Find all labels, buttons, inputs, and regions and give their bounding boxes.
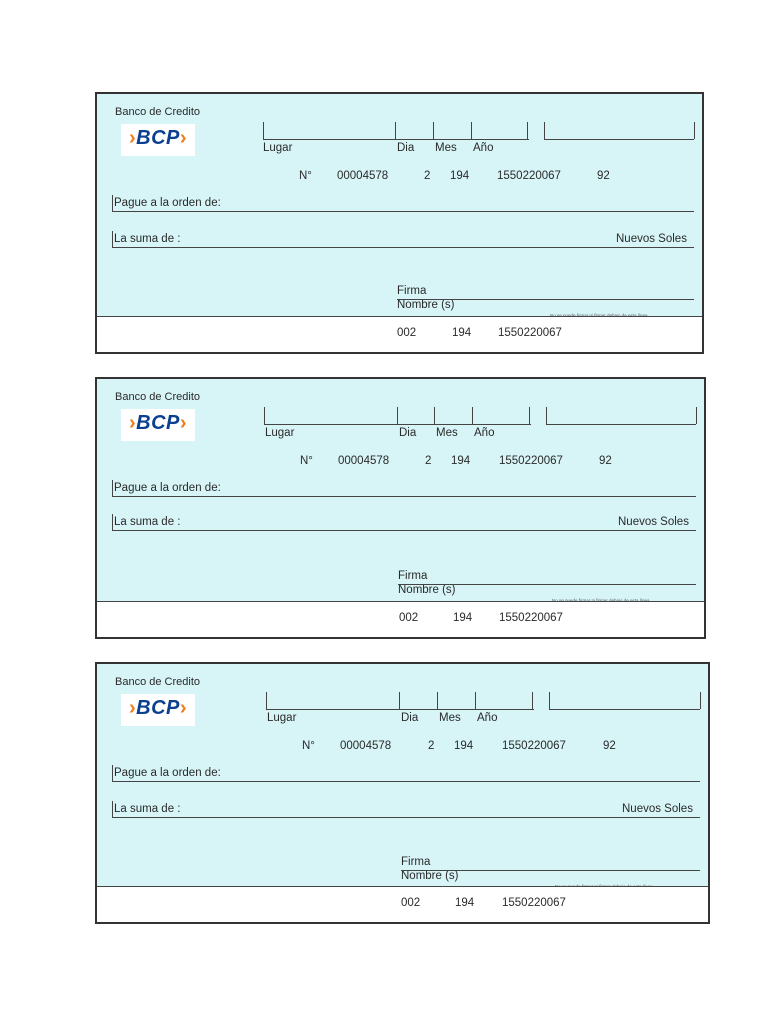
micr-bank-code: 002 — [401, 897, 421, 909]
bank-name: Banco de Credito — [115, 676, 200, 688]
micr-branch: 194 — [455, 897, 475, 909]
logo-text: BCP — [136, 697, 180, 719]
bank-name: Banco de Credito — [115, 391, 200, 403]
firma-label: Firma — [397, 285, 427, 297]
micr-band — [97, 886, 708, 922]
suma-label: La suma de : — [114, 803, 181, 815]
moneda-label: Nuevos Soles — [622, 803, 693, 815]
numero-label: N° — [300, 455, 313, 467]
firma-label: Firma — [398, 570, 428, 582]
micr-bank-code: 002 — [397, 327, 417, 339]
lugar-label: Lugar — [267, 712, 297, 724]
dia-label: Dia — [399, 427, 417, 439]
serial-check-digit: 92 — [603, 740, 616, 752]
dia-label: Dia — [397, 142, 415, 154]
bank-name: Banco de Credito — [115, 106, 200, 118]
mes-label: Mes — [436, 427, 458, 439]
micr-band — [97, 316, 702, 352]
suma-label: La suma de : — [114, 233, 181, 245]
serial-branch: 194 — [454, 740, 474, 752]
micr-account: 1550220067 — [502, 897, 566, 909]
micr-account: 1550220067 — [498, 327, 562, 339]
check-2 — [95, 377, 706, 639]
serial-branch: 194 — [451, 455, 471, 467]
moneda-label: Nuevos Soles — [616, 233, 687, 245]
micr-band — [97, 601, 704, 637]
pague-label: Pague a la orden de: — [114, 767, 221, 779]
bcp-logo: ›BCP› — [121, 409, 195, 441]
numero-label: N° — [299, 170, 312, 182]
serial-digit: 2 — [424, 170, 431, 182]
check-1 — [95, 92, 704, 354]
firma-label: Firma — [401, 856, 431, 868]
anio-label: Año — [474, 427, 495, 439]
mes-label: Mes — [435, 142, 457, 154]
serial-check-digit: 92 — [597, 170, 610, 182]
numero-label: N° — [302, 740, 315, 752]
check-number: 00004578 — [340, 740, 392, 752]
serial-digit: 2 — [425, 455, 432, 467]
anio-label: Año — [477, 712, 498, 724]
check-number: 00004578 — [338, 455, 390, 467]
nombre-label: Nombre (s) — [397, 299, 455, 311]
serial-branch: 194 — [450, 170, 470, 182]
logo-text: BCP — [136, 412, 180, 434]
logo-text: BCP — [136, 127, 180, 149]
moneda-label: Nuevos Soles — [618, 516, 689, 528]
bcp-logo: ›BCP› — [121, 124, 195, 156]
dia-label: Dia — [401, 712, 419, 724]
check-number: 00004578 — [337, 170, 389, 182]
micr-account: 1550220067 — [499, 612, 563, 624]
serial-account: 1550220067 — [502, 740, 566, 752]
serial-check-digit: 92 — [599, 455, 612, 467]
lugar-label: Lugar — [263, 142, 293, 154]
serial-account: 1550220067 — [499, 455, 563, 467]
anio-label: Año — [473, 142, 494, 154]
nombre-label: Nombre (s) — [398, 584, 456, 596]
check-3 — [95, 662, 710, 924]
micr-branch: 194 — [453, 612, 473, 624]
pague-label: Pague a la orden de: — [114, 482, 221, 494]
nombre-label: Nombre (s) — [401, 870, 459, 882]
lugar-label: Lugar — [265, 427, 295, 439]
micr-bank-code: 002 — [399, 612, 419, 624]
pague-label: Pague a la orden de: — [114, 197, 221, 209]
bcp-logo: ›BCP› — [121, 694, 195, 726]
micr-branch: 194 — [452, 327, 472, 339]
mes-label: Mes — [439, 712, 461, 724]
serial-digit: 2 — [428, 740, 435, 752]
suma-label: La suma de : — [114, 516, 181, 528]
serial-account: 1550220067 — [497, 170, 561, 182]
